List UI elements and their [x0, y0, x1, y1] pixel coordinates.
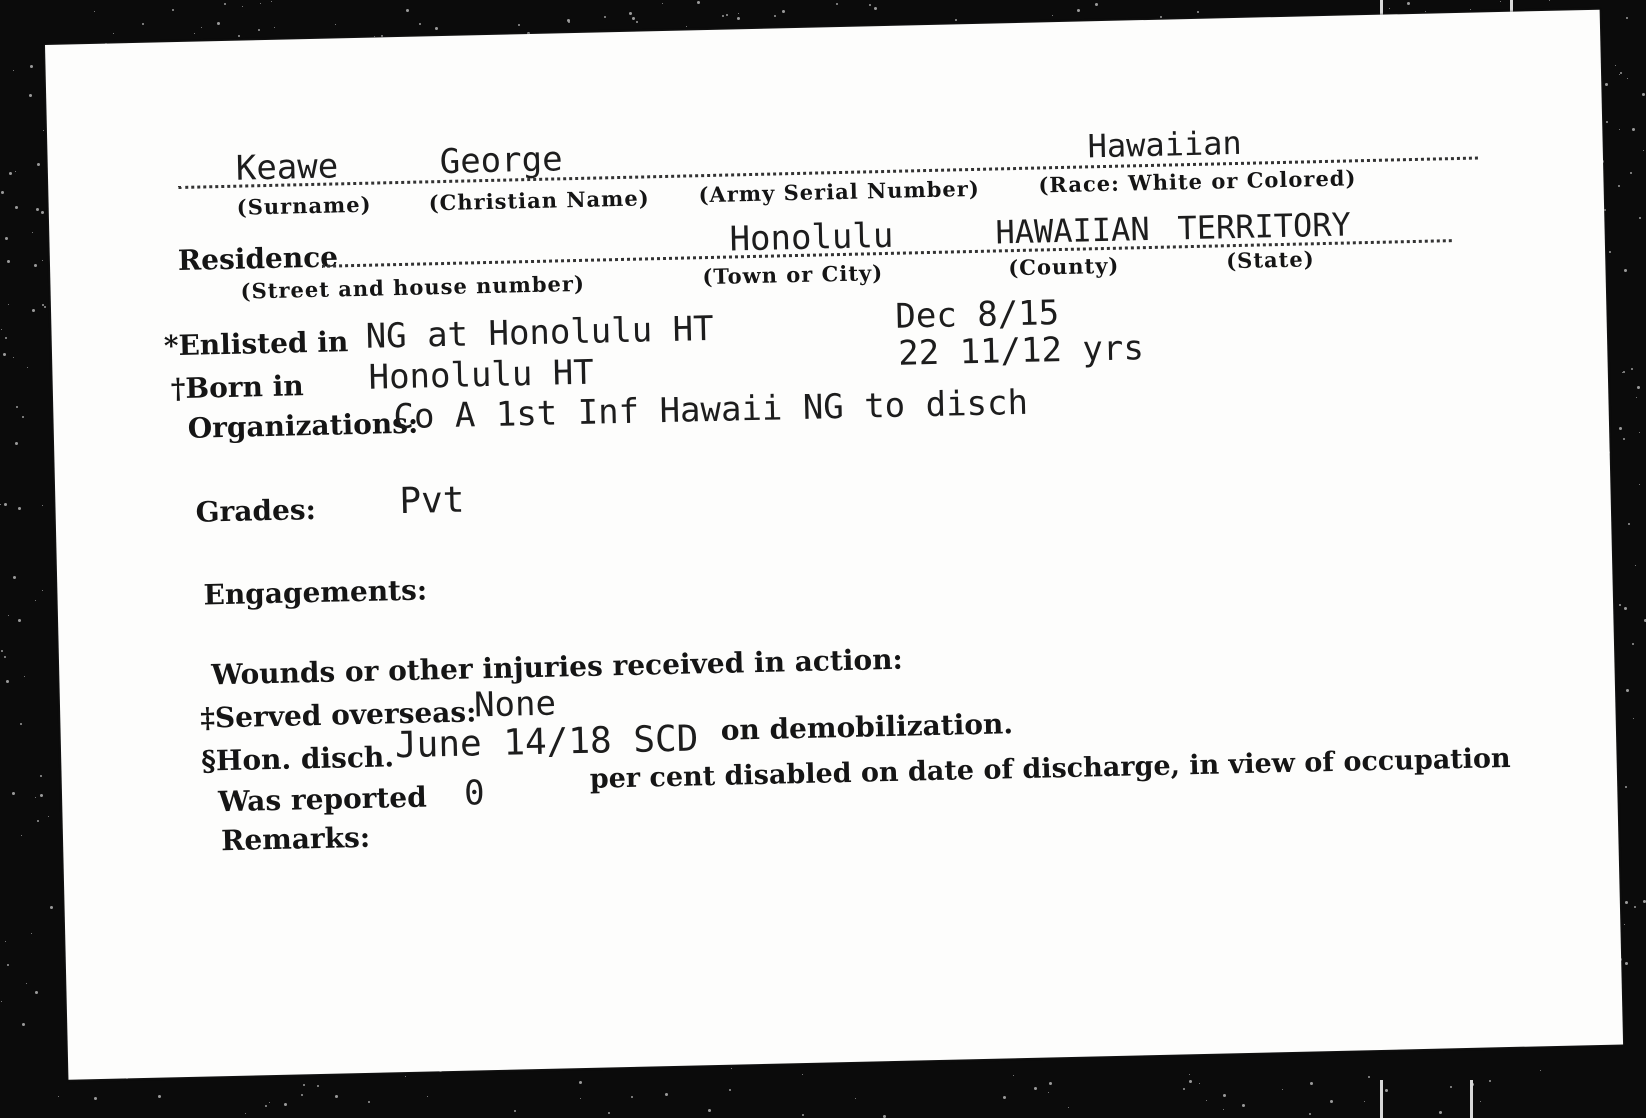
film-grain-speck: [26, 983, 27, 984]
film-grain-speck: [665, 1093, 668, 1096]
organizations-label: Organizations:: [187, 406, 419, 445]
film-grain-speck: [1077, 9, 1080, 12]
film-grain-speck: [368, 1101, 370, 1103]
hon-disch-suffix: on demobilization.: [720, 707, 1014, 747]
film-grain-speck: [1450, 1086, 1452, 1088]
film-grain-speck: [580, 1098, 581, 1099]
film-grain-speck: [35, 991, 38, 994]
film-grain-speck: [37, 163, 40, 166]
film-grain-speck: [1, 650, 3, 652]
film-grain-speck: [7, 260, 10, 263]
film-grain-speck: [7, 964, 9, 966]
film-grain-speck: [1625, 962, 1628, 965]
film-grain-speck: [1368, 1076, 1370, 1078]
film-grain-speck: [4, 503, 7, 506]
film-grain-speck: [604, 16, 606, 18]
film-grain-speck: [194, 33, 195, 34]
film-grain-speck: [518, 24, 520, 26]
film-grain-speck: [381, 35, 383, 37]
film-grain-speck: [1489, 1080, 1491, 1082]
film-grain-speck: [22, 416, 24, 418]
film-grain-speck: [636, 21, 638, 23]
film-grain-speck: [1606, 121, 1608, 123]
town-value: Honolulu: [729, 215, 894, 260]
film-grain-speck: [9, 172, 12, 175]
enlisted-place-value: NG at Honolulu HT: [365, 308, 715, 357]
film-grain-speck: [662, 3, 663, 4]
film-grain-speck: [5, 237, 8, 240]
film-grain-speck: [869, 4, 871, 6]
organizations-value: Co A 1st Inf Hawaii NG to disch: [393, 382, 1029, 438]
film-grain-speck: [1310, 1082, 1313, 1085]
film-grain-speck: [774, 15, 776, 17]
film-grain-speck: [1549, 0, 1550, 1]
film-grain-speck: [1439, 1111, 1442, 1114]
film-grain-speck: [43, 130, 44, 131]
film-grain-speck: [1189, 1074, 1190, 1075]
film-grain-speck: [726, 14, 728, 16]
film-grain-speck: [782, 10, 785, 13]
film-grain-speck: [94, 11, 95, 12]
film-grain-speck: [419, 23, 421, 25]
film-grain-speck: [1199, 1083, 1200, 1084]
film-grain-speck: [20, 723, 22, 725]
film-grain-speck: [5, 337, 7, 339]
film-grain-speck: [274, 27, 275, 28]
film-grain-speck: [1619, 427, 1622, 430]
county-caption: (County): [1008, 252, 1120, 281]
film-grain-speck: [238, 35, 240, 37]
film-grain-speck: [722, 15, 724, 17]
film-grain-speck: [1330, 1100, 1333, 1103]
film-grain-speck: [32, 309, 35, 312]
enlisted-label: *Enlisted in: [163, 325, 349, 363]
grades-label: Grades:: [195, 492, 317, 529]
film-grain-speck: [13, 576, 16, 579]
grades-value: Pvt: [398, 479, 465, 523]
served-overseas-value: None: [473, 683, 557, 726]
film-grain-speck: [1635, 565, 1636, 566]
film-grain-speck: [42, 590, 43, 591]
film-grain-speck: [1634, 906, 1636, 908]
film-grain-speck: [24, 676, 25, 677]
film-grain-speck: [1223, 1109, 1224, 1110]
reported-suffix: per cent disabled on date of discharge, in view of occupation: [589, 742, 1511, 795]
residence-label: Residence: [177, 240, 339, 278]
film-grain-speck: [568, 21, 570, 23]
film-grain-speck: [1609, 251, 1611, 253]
film-grain-speck: [1309, 1113, 1311, 1115]
film-grain-speck: [12, 792, 15, 795]
film-grain-speck: [608, 1112, 610, 1114]
served-overseas-label: ‡Served overseas:: [199, 695, 477, 735]
surname-value: Keawe: [235, 146, 339, 189]
film-grain-speck: [22, 1023, 25, 1026]
film-grain-speck: [29, 94, 32, 97]
film-grain-speck: [1630, 172, 1632, 174]
state-caption: (State): [1225, 246, 1315, 274]
film-grain-speck: [1639, 432, 1640, 433]
christian-name-value: George: [439, 139, 564, 183]
film-grain-speck: [1048, 1092, 1049, 1093]
film-grain-speck: [94, 1097, 97, 1100]
film-grain-speck: [1625, 901, 1628, 904]
engagements-label: Engagements:: [203, 573, 428, 612]
state-value: TERRITORY: [1177, 205, 1352, 248]
film-grain-speck: [427, 1096, 428, 1097]
film-grain-speck: [1223, 1094, 1226, 1097]
film-grain-speck: [631, 1096, 633, 1098]
film-grain-speck: [1615, 65, 1616, 66]
film-grain-speck: [1618, 185, 1620, 187]
film-grain-speck: [35, 600, 36, 601]
film-grain-speck: [3, 353, 6, 356]
reported-label: Was reported: [217, 780, 428, 819]
film-grain-speck: [1626, 17, 1628, 19]
film-grain-speck: [13, 70, 14, 71]
film-grain-speck: [1068, 1107, 1069, 1108]
film-grain-speck: [50, 906, 53, 909]
film-grain-speck: [406, 9, 409, 12]
film-grain-speck: [113, 33, 114, 34]
film-grain-speck: [1183, 1088, 1185, 1090]
christian-name-caption: (Christian Name): [428, 185, 650, 216]
film-grain-speck: [1639, 217, 1641, 219]
wounds-label: Wounds or other injuries received in action:: [210, 642, 904, 692]
hon-disch-value: June 14/18 SCD: [394, 718, 699, 767]
film-grain-speck: [1626, 689, 1629, 692]
film-grain-speck: [245, 1113, 246, 1114]
film-grain-speck: [0, 504, 1, 505]
film-grain-speck: [242, 6, 243, 7]
reported-value: 0: [463, 773, 486, 814]
film-grain-speck: [21, 835, 22, 836]
film-grain-speck: [1627, 78, 1628, 79]
film-grain-speck: [271, 1, 272, 2]
film-grain-speck: [1637, 386, 1640, 389]
film-grain-speck: [738, 13, 739, 14]
film-grain-speck: [18, 507, 21, 510]
film-grain-speck: [632, 17, 635, 20]
film-grain-speck: [1189, 1080, 1192, 1083]
film-grain-speck: [32, 232, 33, 233]
film-grain-speck: [1197, 11, 1199, 13]
film-grain-speck: [265, 1105, 267, 1107]
film-grain-speck: [1013, 1075, 1014, 1076]
film-grain-speck: [1631, 368, 1633, 370]
film-grain-speck: [1160, 16, 1162, 18]
film-grain-speck: [802, 1074, 803, 1075]
film-grain-speck: [1540, 1070, 1541, 1071]
film-grain-speck: [697, 1, 700, 4]
film-grain-speck: [1643, 150, 1644, 151]
film-grain-speck: [5, 941, 6, 942]
film-grain-speck: [1, 1001, 2, 1002]
film-grain-speck: [301, 1094, 303, 1096]
film-grain-speck: [42, 505, 43, 506]
film-grain-speck: [1619, 129, 1620, 130]
film-edge-line: [1470, 1080, 1473, 1118]
film-grain-speck: [335, 1095, 338, 1098]
film-grain-speck: [1385, 1089, 1388, 1092]
film-grain-speck: [1480, 1101, 1481, 1102]
film-grain-speck: [1242, 1104, 1245, 1107]
film-grain-speck: [8, 304, 9, 305]
film-grain-speck: [201, 27, 202, 28]
film-grain-speck: [36, 208, 39, 211]
film-grain-speck: [737, 17, 740, 20]
film-grain-speck: [4, 656, 6, 658]
film-grain-speck: [58, 1096, 59, 1097]
film-grain-speck: [1, 329, 2, 330]
film-grain-speck: [731, 1068, 732, 1069]
film-grain-speck: [142, 23, 144, 25]
film-grain-speck: [1632, 128, 1635, 131]
film-grain-speck: [708, 1109, 711, 1112]
film-grain-speck: [1623, 371, 1625, 373]
film-grain-speck: [1619, 604, 1621, 606]
film-grain-speck: [217, 22, 220, 25]
film-grain-speck: [629, 12, 632, 15]
film-grain-speck: [1620, 72, 1622, 74]
film-grain-speck: [35, 797, 36, 798]
film-grain-speck: [405, 1076, 406, 1077]
film-grain-speck: [1364, 1101, 1365, 1102]
film-grain-speck: [802, 1114, 804, 1116]
serial-number-caption: (Army Serial Number): [698, 175, 980, 208]
film-grain-speck: [1624, 269, 1627, 272]
film-grain-speck: [1642, 93, 1645, 96]
film-grain-speck: [41, 211, 44, 214]
film-grain-speck: [317, 1085, 319, 1087]
film-grain-speck: [18, 619, 21, 622]
film-grain-speck: [1206, 1100, 1207, 1101]
film-grain-speck: [284, 1103, 287, 1106]
born-place-value: Honolulu HT: [368, 352, 595, 398]
film-grain-speck: [335, 24, 336, 25]
film-grain-speck: [1003, 1096, 1006, 1099]
race-caption: (Race: White or Colored): [1038, 165, 1357, 198]
film-grain-speck: [1389, 8, 1390, 9]
film-grain-speck: [1470, 9, 1471, 10]
film-grain-speck: [1624, 607, 1627, 610]
film-grain-speck: [1500, 1, 1501, 2]
film-grain-speck: [1034, 1087, 1037, 1090]
film-grain-speck: [1633, 718, 1634, 719]
film-grain-speck: [27, 367, 28, 368]
hon-disch-label: §Hon. disch.: [200, 740, 395, 778]
film-grain-speck: [955, 19, 957, 21]
film-grain-speck: [1605, 83, 1608, 86]
film-grain-speck: [1049, 1082, 1052, 1085]
film-grain-speck: [269, 1102, 270, 1103]
film-grain-speck: [1625, 786, 1627, 788]
film-grain-speck: [1624, 924, 1625, 925]
county-value: HAWAIIAN: [995, 209, 1151, 252]
film-grain-speck: [40, 775, 42, 777]
film-grain-speck: [1282, 1089, 1283, 1090]
film-grain-speck: [44, 306, 46, 308]
film-grain-speck: [31, 933, 32, 934]
race-value: Hawaiian: [1087, 123, 1243, 166]
film-grain-speck: [874, 7, 877, 10]
film-grain-speck: [1095, 3, 1098, 6]
remarks-label: Remarks:: [220, 820, 371, 858]
born-label: †Born in: [170, 369, 305, 406]
film-grain-speck: [6, 680, 9, 683]
film-grain-speck: [514, 1110, 516, 1112]
film-grain-speck: [1632, 643, 1634, 645]
film-grain-speck: [8, 615, 9, 616]
film-grain-speck: [1636, 397, 1637, 398]
film-grain-speck: [260, 3, 261, 4]
film-grain-speck: [883, 1115, 886, 1118]
film-grain-speck: [40, 794, 43, 797]
film-grain-speck: [37, 820, 39, 822]
film-grain-speck: [15, 171, 16, 172]
enlisted-date-value: Dec 8/15: [894, 293, 1060, 337]
film-grain-speck: [42, 260, 43, 261]
film-grain-speck: [435, 27, 438, 30]
film-grain-speck: [1623, 438, 1625, 440]
film-grain-speck: [224, 3, 226, 5]
film-grain-speck: [258, 29, 260, 31]
film-grain-speck: [836, 3, 838, 5]
film-grain-speck: [1052, 15, 1053, 16]
film-grain-speck: [1, 191, 4, 194]
film-grain-speck: [15, 206, 18, 209]
film-grain-speck: [1425, 11, 1426, 12]
town-caption: (Town or City): [702, 260, 884, 290]
service-record-card: [45, 10, 1623, 1080]
film-grain-speck: [855, 1098, 856, 1099]
film-grain-speck: [172, 9, 174, 11]
film-grain-speck: [158, 1095, 161, 1098]
film-grain-speck: [1619, 74, 1620, 75]
age-value: 22 11/12 yrs: [897, 328, 1145, 374]
film-grain-speck: [303, 1084, 305, 1086]
film-grain-speck: [1407, 2, 1410, 5]
film-grain-speck: [15, 442, 18, 445]
film-grain-speck: [579, 1081, 582, 1084]
film-grain-speck: [48, 816, 49, 817]
street-caption: (Street and house number): [240, 270, 586, 304]
film-grain-speck: [13, 357, 14, 358]
film-grain-speck: [1628, 523, 1630, 525]
film-grain-speck: [686, 26, 687, 27]
film-grain-speck: [34, 264, 37, 267]
film-grain-speck: [1604, 209, 1606, 211]
film-grain-speck: [729, 1089, 731, 1091]
film-grain-speck: [1639, 484, 1640, 485]
film-grain-speck: [16, 406, 18, 408]
surname-caption: (Surname): [236, 191, 372, 220]
film-grain-speck: [30, 65, 33, 68]
film-edge-line: [1380, 1080, 1383, 1118]
